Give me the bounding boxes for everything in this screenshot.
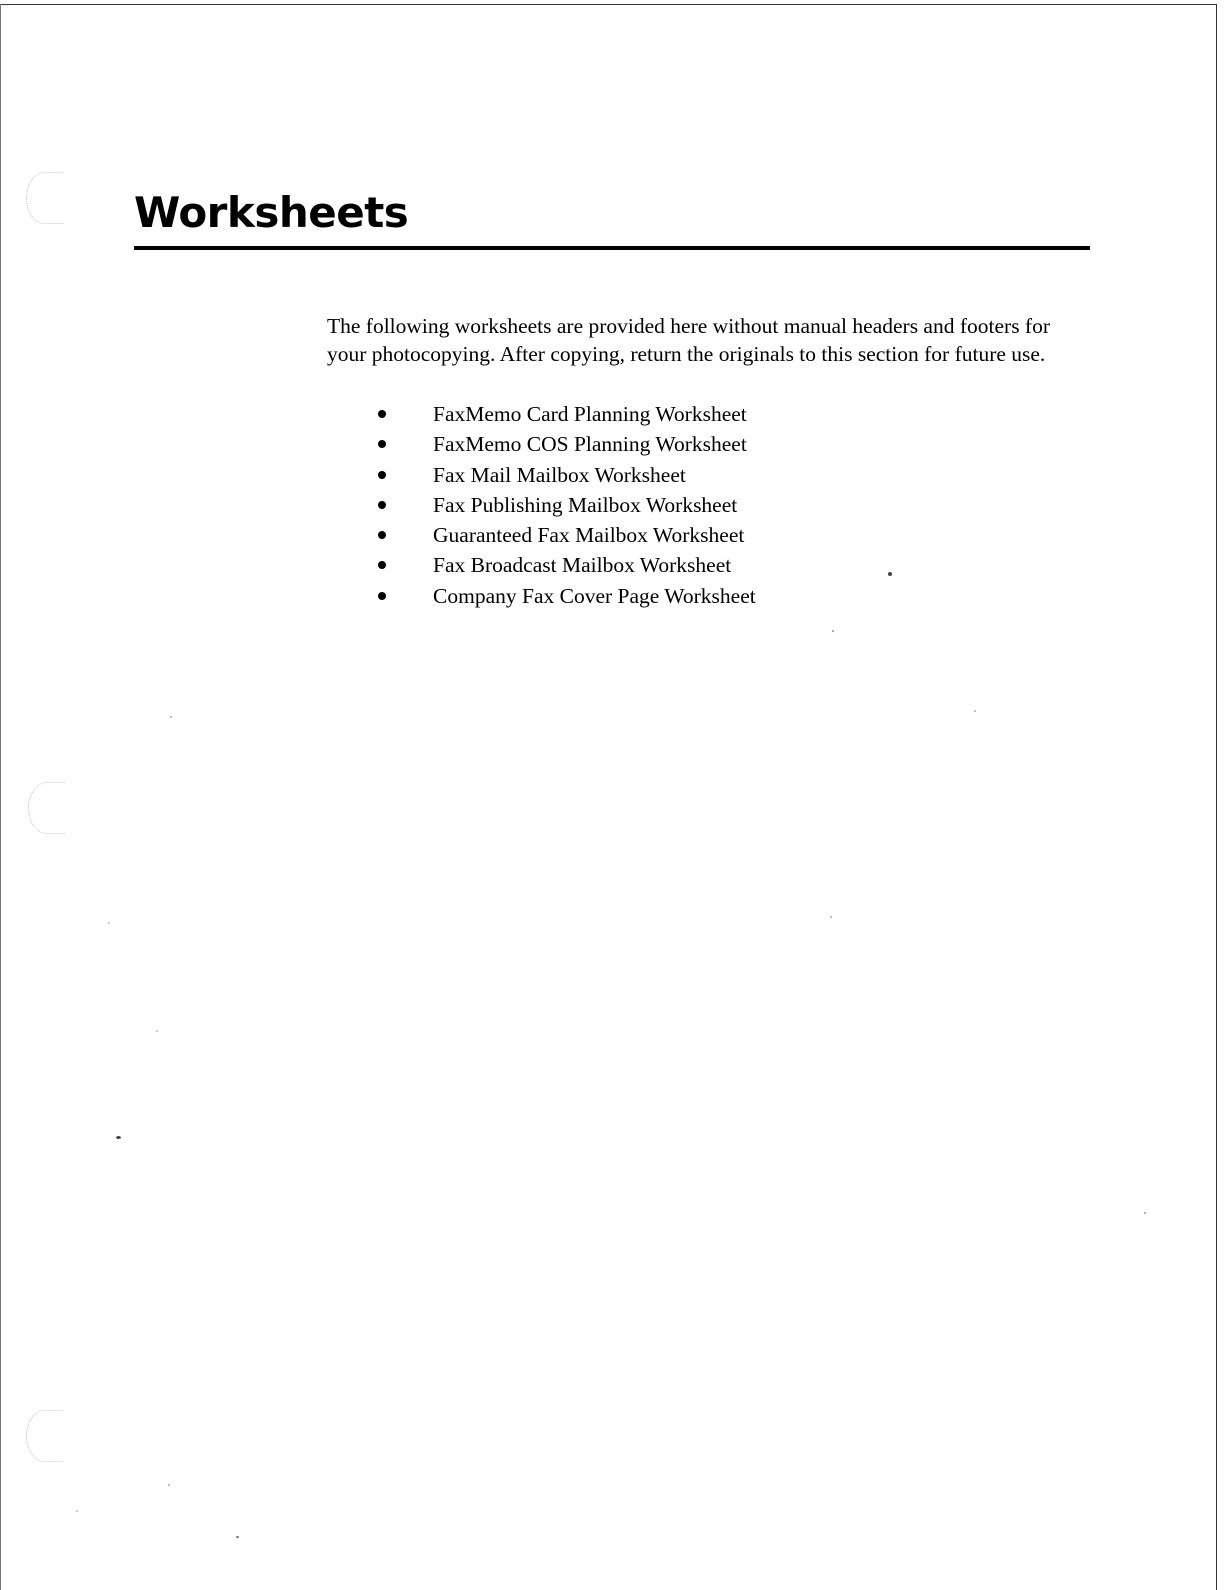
scan-speck xyxy=(832,630,834,632)
list-item xyxy=(378,399,756,429)
bullet-icon xyxy=(378,410,386,418)
list-item xyxy=(378,490,756,520)
scan-speck xyxy=(170,716,172,718)
list-item xyxy=(378,581,756,611)
scan-speck xyxy=(1144,1212,1146,1214)
worksheet-title: Fax Publishing Mailbox Worksheet xyxy=(433,492,738,517)
scan-speck xyxy=(108,922,110,924)
worksheet-title: FaxMemo COS Planning Worksheet xyxy=(433,432,747,457)
page-edge-right xyxy=(1216,4,1217,1590)
list-item xyxy=(378,460,756,490)
bullet-icon xyxy=(378,471,386,479)
scan-speck xyxy=(974,710,976,712)
list-item xyxy=(378,550,756,580)
bullet-icon xyxy=(378,561,386,569)
worksheet-title: FaxMemo Card Planning Worksheet xyxy=(433,402,747,426)
page-edge-top xyxy=(0,4,1217,5)
bullet-icon xyxy=(378,531,386,539)
intro-line: your photocopying. After copying, return the originals to this section for future use. xyxy=(327,342,1046,366)
punch-hole-mark xyxy=(26,1410,63,1462)
scan-speck xyxy=(116,1136,121,1139)
worksheet-title: Guaranteed Fax Mailbox Worksheet xyxy=(433,523,745,548)
scan-speck xyxy=(830,916,832,918)
bullet-icon xyxy=(378,592,386,600)
page-edge-left xyxy=(0,4,1,1590)
punch-hole-mark xyxy=(26,172,63,224)
bullet-icon xyxy=(378,440,386,448)
worksheet-list xyxy=(378,399,756,611)
worksheet-title: Fax Mail Mailbox Worksheet xyxy=(433,462,686,487)
intro-paragraph xyxy=(327,312,1097,368)
list-item xyxy=(378,520,756,550)
list-item xyxy=(378,429,756,459)
scan-speck xyxy=(76,1510,78,1512)
scan-speck xyxy=(888,572,892,576)
title-rule xyxy=(134,246,1090,250)
scan-speck xyxy=(236,1536,239,1538)
intro-line: The following worksheets are provided here without manual headers and footers for xyxy=(327,314,1051,338)
scan-speck xyxy=(156,1030,158,1032)
page-title: Worksheets xyxy=(134,188,409,237)
worksheet-title: Fax Broadcast Mailbox Worksheet xyxy=(433,553,732,578)
bullet-icon xyxy=(378,501,386,509)
worksheet-title: Company Fax Cover Page Worksheet xyxy=(433,583,756,608)
punch-hole-mark xyxy=(28,782,65,834)
scan-speck xyxy=(168,1484,170,1486)
